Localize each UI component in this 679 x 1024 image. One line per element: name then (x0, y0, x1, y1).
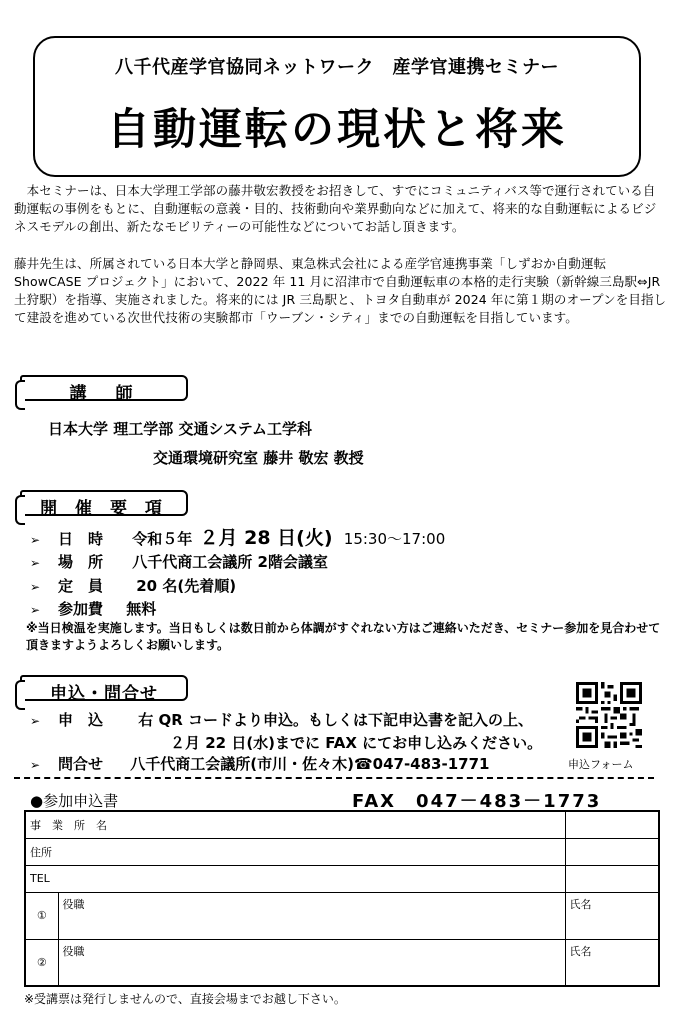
capacity-row (30, 575, 236, 596)
details-heading-banner (20, 490, 188, 519)
capacity-value: 20 名(先着順) (136, 577, 237, 595)
company-field[interactable] (565, 811, 659, 838)
place-label: 場 所 (58, 553, 104, 571)
date-time: 15:30～17:00 (343, 530, 446, 548)
fee-label: 参加費 (58, 600, 104, 618)
fax-number: FAX 047－483－1773 (352, 791, 602, 812)
name-label: 氏名 (569, 944, 592, 958)
arrow-bullet-icon: ➢ (30, 603, 41, 617)
form-title: ●参加申込書 (30, 792, 119, 810)
title-box (33, 36, 641, 177)
position-label: 役職 (62, 944, 85, 958)
participant-1-position-field[interactable] (58, 892, 565, 939)
details-heading: 開 催 要 項 (40, 499, 168, 519)
capacity-label: 定 員 (58, 577, 104, 595)
tel-field[interactable] (565, 865, 659, 892)
intro-paragraph-2: 藤井先生は、所属されている日本大学と静岡県、東急株式会社による産学官連携事業「しずおか自動運転ShowCASE プロジェクト」において、2022 年 11 月に沼津市で自動運転車の本格的走行実験（新幹線三島駅⇔JR 土狩駅）を指導、実施されました。将来的には JR 三島駅と、トヨタ自動車が 2024 年に第１期のオープンを目指して建設を進めている次世代技術の実験都市「ウーブン・シティ」までの自動運転を目指しています。 (14, 256, 667, 325)
apply-instructions: 右 QR コードより申込。もしくは下記申込書を記入の上、 (138, 711, 533, 729)
place-value: 八千代商工会議所 2階会議室 (132, 553, 328, 571)
participant-1-name-field[interactable] (565, 892, 659, 939)
apply-label: 申 込 (58, 711, 104, 729)
lecturer-heading-banner (20, 375, 188, 404)
tel-label: TEL (25, 865, 565, 892)
inquiry-row (30, 753, 489, 774)
arrow-bullet-icon: ➢ (30, 533, 41, 547)
qr-code-icon[interactable] (576, 682, 642, 748)
arrow-bullet-icon: ➢ (30, 556, 41, 570)
inquiry-label: 問合せ (58, 755, 104, 773)
health-note: ※当日検温を実施します。当日もしくは数日前から体調がすぐれない方はご連絡いただき、セミナー参加を見合わせて頂きますようよろしくお願いします。 (26, 621, 661, 652)
arrow-bullet-icon: ➢ (30, 758, 41, 772)
contact-heading: 申込・問合せ (50, 684, 158, 704)
participant-1-number: ① (25, 892, 58, 939)
arrow-bullet-icon: ➢ (30, 714, 41, 728)
event-subtitle: 八千代産学官協同ネットワーク 産学官連携セミナー (115, 57, 559, 78)
position-label: 役職 (62, 897, 85, 911)
fee-value: 無料 (126, 600, 157, 618)
participant-2-number: ② (25, 939, 58, 986)
cut-line (14, 777, 654, 779)
fee-row (30, 598, 156, 619)
qr-caption: 申込フォーム (568, 758, 634, 771)
participant-2-name-field[interactable] (565, 939, 659, 986)
contact-heading-banner (20, 675, 188, 704)
date-row (30, 523, 445, 550)
inquiry-value: 八千代商工会議所(市川・佐々木)☎047-483-1771 (130, 755, 490, 773)
lecturer-heading: 講 師 (69, 384, 139, 404)
form-footer-note: ※受講票は発行しませんので、直接会場までお越し下さい。 (24, 992, 346, 1006)
participant-2-position-field[interactable] (58, 939, 565, 986)
apply-row (30, 709, 533, 730)
address-field[interactable] (565, 838, 659, 865)
event-title: 自動運転の現状と将来 (107, 105, 567, 155)
company-label: 事 業 所 名 (25, 811, 565, 838)
place-row (30, 551, 328, 572)
date-label: 日 時 (58, 530, 104, 548)
arrow-bullet-icon: ➢ (30, 580, 41, 594)
date-prefix: 令和５年 (132, 530, 193, 548)
lecturer-name: 交通環境研究室 藤井 敬宏 教授 (153, 449, 364, 467)
application-form-table (24, 810, 660, 987)
apply-deadline: ２月 22 日(水)までに FAX にてお申し込みください。 (170, 734, 543, 752)
lecturer-affiliation: 日本大学 理工学部 交通システム工学科 (48, 420, 312, 438)
intro-paragraph-1: 本セミナーは、日本大学理工学部の藤井敬宏教授をお招きして、すでにコミュニティバス等で運行されている自動運転の事例をもとに、自動運転の意義・目的、技術動向や業界動向などに加えて、将来的な自動運転によるビジネスモデルの創出、新たなモビリティーの可能性などについてお話し頂きます。 (14, 183, 657, 234)
date-main: ２月 28 日(火) (199, 527, 333, 549)
name-label: 氏名 (569, 897, 592, 911)
address-label: 住所 (25, 838, 565, 865)
